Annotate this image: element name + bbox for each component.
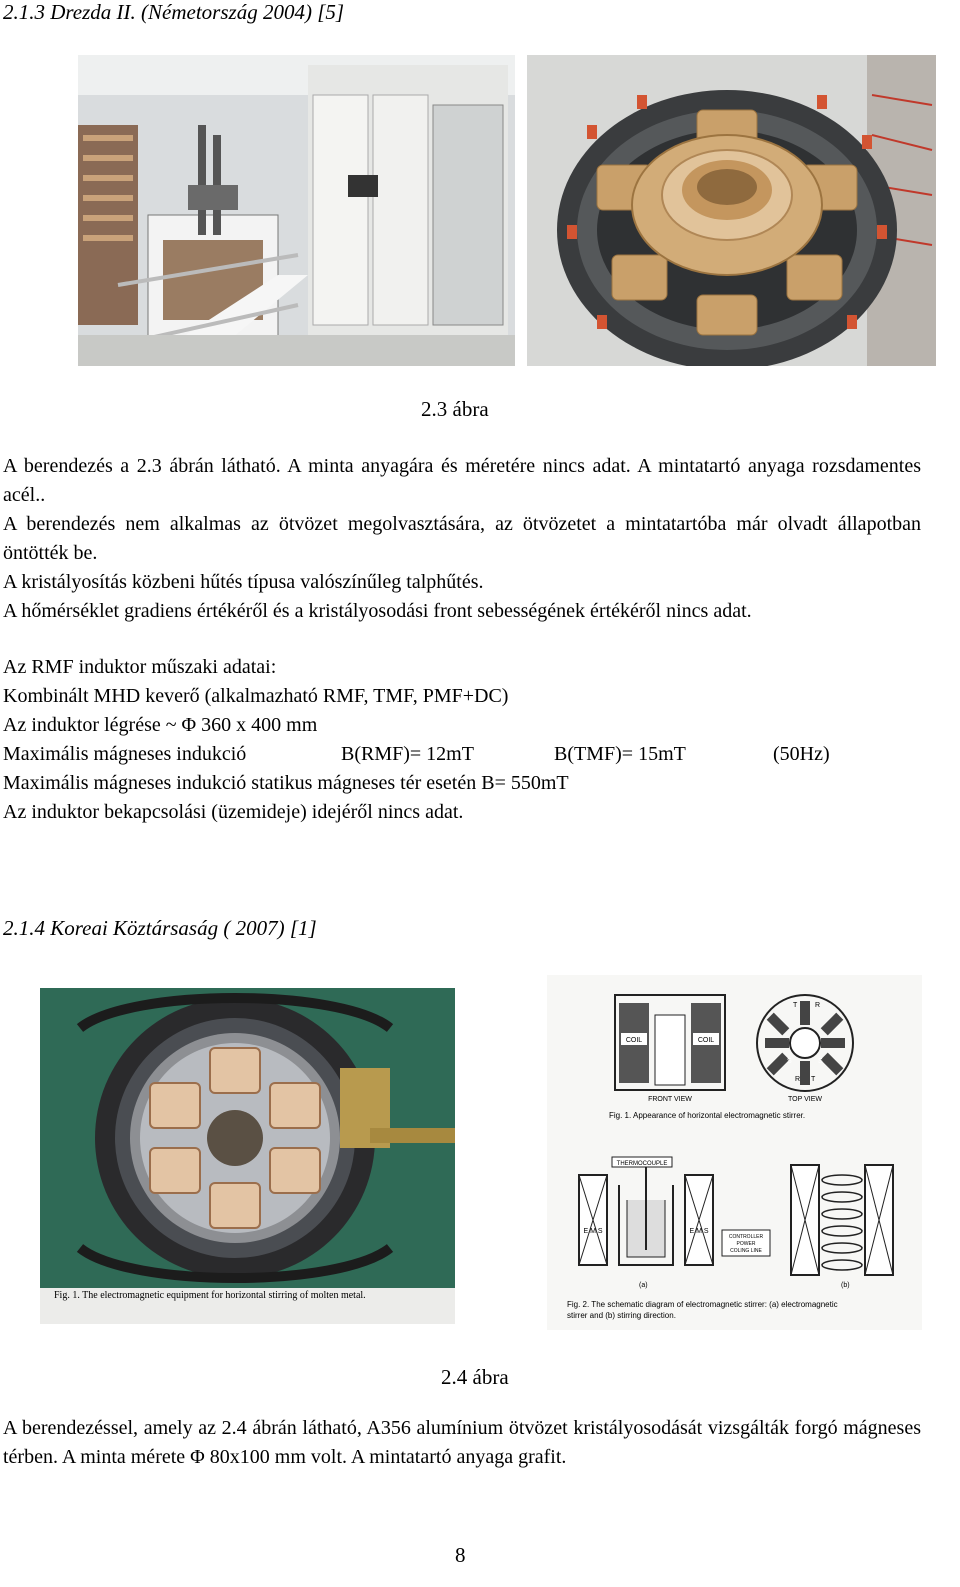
label-b: (b) (841, 1282, 850, 1289)
diagram-fig2-caption-1: Fig. 2. The schematic diagram of electromagnetic stirrer: (a) electromagnetic (567, 1300, 838, 1309)
spec-max-induction-label: Maximális mágneses indukció (3, 743, 247, 765)
pole-t-top: T (793, 1002, 798, 1009)
diagram-fig1-caption: Fig. 1. Appearance of horizontal electromagnetic stirrer. (609, 1111, 806, 1120)
korean-stirrer-diagram (547, 975, 922, 1330)
controller-label-1: CONTROLLER (728, 1234, 764, 1240)
lab-room-photo (78, 55, 515, 366)
korean-photo-caption: Fig. 1. The electromagnetic equipment for horizontal stirring of molten metal. (54, 1290, 366, 1301)
controller-label-2: POWER (736, 1241, 756, 1247)
pole-s-left: S (787, 1058, 792, 1065)
paragraph-cooling: A kristályosítás közbeni hűtés típusa valószínűleg talphűtés. (3, 571, 484, 593)
paragraph-sample-data: A berendezés a 2.3 ábrán látható. A minta anyagára és méretére nincs adat. A mintatartó anyaga rozsdamentes acél.. (3, 455, 921, 506)
coil-label-right: COIL (697, 1037, 715, 1044)
spec-tmf-value: B(TMF)= 15mT (554, 743, 686, 765)
spec-mhd-stirrer: Kombinált MHD keverő (alkalmazható RMF, TMF, PMF+DC) (3, 685, 509, 707)
paragraph-a356-experiment: A berendezéssel, amely az 2.4 ábrán látható, A356 alumínium ötvözet kristályosodását vizsgálták forgó mágneses térben. A minta mérete Φ 80x100 mm volt. A mintatartó anyaga grafit. (3, 1417, 921, 1468)
spec-rmf-value: B(RMF)= 12mT (341, 743, 474, 765)
pole-s-right: S (818, 1058, 823, 1065)
section-heading-korea: 2.1.4 Koreai Köztársaság ( 2007) [1] (3, 916, 317, 940)
korean-stirrer-photo (40, 988, 455, 1324)
stirrer-coil-photo (527, 55, 936, 366)
ems-label-right: E.M.S (689, 1228, 709, 1235)
front-view-label: FRONT VIEW (648, 1096, 692, 1103)
specs-title: Az RMF induktor műszaki adatai: (3, 656, 277, 678)
thermocouple-label: THERMOCOUPLE (616, 1161, 668, 1167)
section-heading-dresden: 2.1.3 Drezda II. (Németország 2004) [5] (3, 0, 345, 24)
figure-caption-2-3: 2.3 ábra (421, 397, 489, 421)
label-a: (a) (639, 1282, 648, 1289)
top-view-label: TOP VIEW (788, 1096, 822, 1103)
spec-air-gap: Az induktor légrése ~ Φ 360 x 400 mm (3, 714, 318, 736)
spec-frequency: (50Hz) (773, 743, 830, 765)
paragraph-gradient: A hőmérséklet gradiens értékéről és a kristályosodási front sebességének értékéről nincs adat. (3, 600, 752, 622)
pole-t-bottom: T (811, 1076, 816, 1083)
spec-static-field: Maximális mágneses indukció statikus mágneses tér esetén B= 550mT (3, 772, 569, 794)
ems-label-left: E.M.S (583, 1228, 603, 1235)
figure-caption-2-4: 2.4 ábra (441, 1365, 509, 1389)
paragraph-casting: A berendezés nem alkalmas az ötvözet megolvasztására, az ötvözetet a mintatartóba már olvadt állapotban öntötték be. (3, 513, 921, 564)
coil-label-left: COIL (625, 1037, 643, 1044)
diagram-fig2-caption-2: stirrer and (b) stirring direction. (567, 1311, 676, 1320)
pole-r-top: R (815, 1002, 821, 1009)
spec-operating-time: Az induktor bekapcsolási (üzemideje) idejéről nincs adat. (3, 801, 464, 823)
page-number: 8 (455, 1543, 466, 1567)
pole-r-bottom: R (795, 1076, 801, 1083)
controller-label-3: COLING LINE (730, 1248, 762, 1254)
